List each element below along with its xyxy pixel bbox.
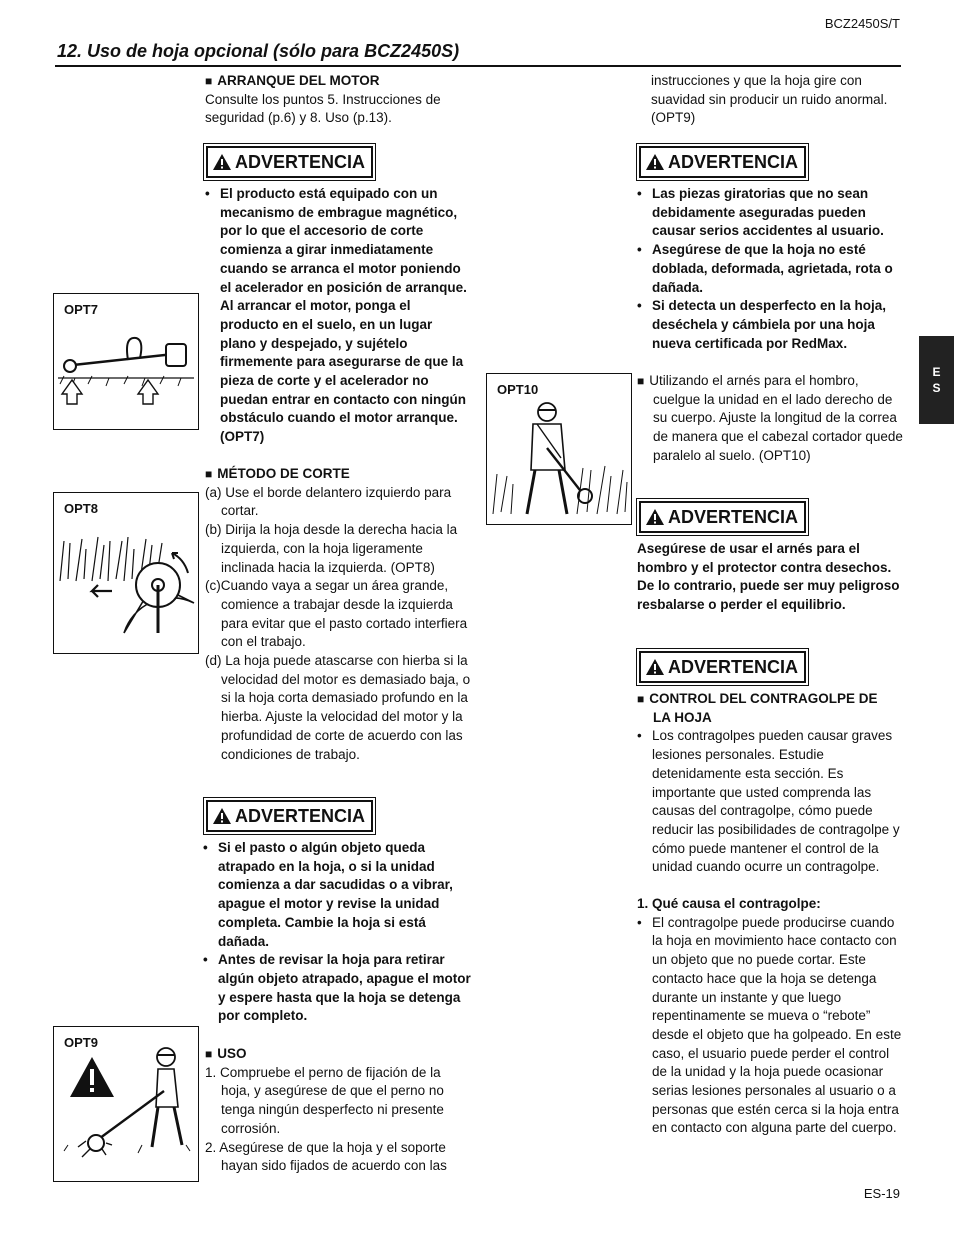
warning-label-2: ADVERTENCIA xyxy=(235,805,366,826)
arranque-heading: ■ ARRANQUE DEL MOTOR xyxy=(205,72,471,91)
uso-item: 2. Asegúrese de que la hoja y el soporte hayan sido fijados de acuerdo con las xyxy=(205,1139,447,1174)
warning-triangle-icon xyxy=(645,153,665,171)
operator-with-harness-illustration xyxy=(487,374,631,524)
arranque-text: Consulte los puntos 5. Instrucciones de seguridad (p.6) y 8. Uso (p.13). xyxy=(205,91,441,126)
trimmer-on-ground-illustration xyxy=(54,294,198,429)
language-tab-letter-1: E xyxy=(932,365,941,379)
warning-3-content xyxy=(637,185,903,353)
warning-box-2 xyxy=(206,800,373,832)
warning-3-item: • Si detecta un desperfecto en la hoja, deséchela y cámbiela por una hoja nueva certificada por RedMax. xyxy=(637,297,903,353)
page-number: ES-19 xyxy=(863,1186,900,1201)
figure-label-opt7: OPT7 xyxy=(64,302,98,317)
warning-label-5: ADVERTENCIA xyxy=(668,656,799,677)
column-1 xyxy=(205,72,471,128)
warning-label-1: ADVERTENCIA xyxy=(235,151,366,172)
control-heading-cont: LA HOJA xyxy=(653,709,712,725)
warning-triangle-icon xyxy=(645,508,665,526)
contragolpe-section xyxy=(637,690,903,1138)
warning-2-item: • Si el pasto o algún objeto queda atrapado en la hoja, o si la unidad comienza a dar sacudidas o a vibrar, apague el motor y revise la unidad completa. Cambie la hoja si está dañada. xyxy=(203,839,471,951)
language-tab-letter-2: S xyxy=(932,381,941,395)
warning-triangle-icon xyxy=(645,658,665,676)
warning-box-1 xyxy=(206,146,373,178)
warning-box-3 xyxy=(639,146,806,178)
uso-continuation-text: instrucciones y que la hoja gire con suavidad sin producir un ruido anormal. (OPT9) xyxy=(651,73,888,126)
warning-triangle-icon xyxy=(212,153,232,171)
uso-continuation xyxy=(651,72,903,128)
uso-section xyxy=(205,1045,471,1176)
arnes-section xyxy=(637,372,903,466)
control-heading: ■ CONTROL DEL CONTRAGOLPE DE xyxy=(637,690,903,709)
uso-heading: ■ USO xyxy=(205,1045,471,1064)
figure-opt10 xyxy=(486,373,632,525)
header-rule xyxy=(55,65,901,67)
section-title: 12. Uso de hoja opcional (sólo para BCZ2450S) xyxy=(57,41,460,61)
figure-opt8 xyxy=(53,492,199,654)
arnes-text: ■ Utilizando el arnés para el hombro, cuelgue la unidad en el lado derecho de su cuerpo. Ajuste la longitud de la correa de manera que el cabezal cortador quede paralelo al suelo. (OPT10) xyxy=(637,372,903,466)
metodo-item: (b) Dirija la hoja desde la derecha hacia la izquierda, con la hoja ligeramente inclinada hacia la izquierda. (OPT8) xyxy=(205,522,458,575)
figure-label-opt8: OPT8 xyxy=(64,501,98,516)
warning-2-item: • Antes de revisar la hoja para retirar algún objeto atrapado, apague el motor y espere hasta que la hoja se detenga por completo. xyxy=(203,951,471,1026)
causa-heading: 1. Qué causa el contragolpe: xyxy=(637,896,821,912)
figure-opt9 xyxy=(53,1026,199,1182)
warning-label-3: ADVERTENCIA xyxy=(668,151,799,172)
figure-label-opt10: OPT10 xyxy=(497,382,539,397)
model-number: BCZ2450S/T xyxy=(824,16,900,31)
metodo-section xyxy=(205,465,471,764)
blade-cutting-direction-illustration xyxy=(54,493,198,653)
warning-triangle-icon xyxy=(212,807,232,825)
warning-2-content xyxy=(203,839,471,1026)
warning-box-5 xyxy=(639,651,806,683)
operator-with-blade-illustration xyxy=(54,1027,198,1181)
warning-4-text: Asegúrese de usar el arnés para el hombro y el protector contra desechos. De lo contrario, puede ser muy peligroso resbalarse o perder el equilibrio. xyxy=(637,541,900,613)
metodo-item: (a) Use el borde delantero izquierdo para cortar. xyxy=(205,484,452,519)
figure-opt7 xyxy=(53,293,199,430)
warning-1-content xyxy=(205,185,471,447)
warning-1-text: • El producto está equipado con un mecanismo de embrague magnético, por lo que el accesorio de corte comienza a girar inmediatamente cuando se arranca el motor poniendo el acelerador en posición de arranque. Al arrancar el motor, ponga el producto en el suelo, en un lugar plano y despejado, y sujételo firmemente para asegurarse de que la pieza de corte y el acelerador no puedan entrar en contacto con ningún obstáculo cuando el motor arranque. (OPT7) xyxy=(205,185,471,447)
metodo-heading: ■ MÉTODO DE CORTE xyxy=(205,465,471,484)
warning-box-4 xyxy=(639,501,806,533)
warning-label-4: ADVERTENCIA xyxy=(668,506,799,527)
warning-3-item: • Asegúrese de que la hoja no esté doblada, deformada, agrietada, rota o dañada. xyxy=(637,241,903,297)
uso-item: 1. Compruebe el perno de fijación de la hoja, y asegúrese de que el perno no tenga ningún desperfecto ni presente corrosión. xyxy=(205,1064,444,1136)
metodo-item: (d) La hoja puede atascarse con hierba si la velocidad del motor es demasiado baja, o si la hoja corta demasiado profundo en la hierba. Ajuste la velocidad del motor y la profundidad de corte de acuerdo con las condiciones de trabajo. xyxy=(205,653,471,762)
warning-4-content xyxy=(637,540,903,615)
metodo-item: (c)Cuando vaya a segar un área grande, comience a trabajar desde la izquierda para evitar que el pasto cortado interfiera con el trabajo. xyxy=(205,578,468,650)
warning-3-item: • Las piezas giratorias que no sean debidamente aseguradas pueden causar serios accidentes al usuario. xyxy=(637,185,903,241)
figure-label-opt9: OPT9 xyxy=(64,1035,98,1050)
language-tab[interactable] xyxy=(919,336,954,424)
control-text: • Los contragolpes pueden causar graves lesiones personales. Estudie detenidamente esta sección. Es importante que usted comprenda las causas del contragolpe, cómo puede reducir las posibilidades de contragolpe y cómo puede mantener el control de la unidad cuando ocurre un contragolpe. xyxy=(637,727,903,877)
causa-text: • El contragolpe puede producirse cuando la hoja en movimiento hace contacto con un objeto que no puede cortar. Este contacto hace que la hoja se detenga durante un instante y que luego repentinamente se mueva o “rebote” desde el objeto que ha golpeado. En este caso, el usuario puede perder el control de la unidad y la hoja puede ocasionar serias lesiones personales al usuario o a personas que estén cerca si la hoja entra en contacto con alguna parte del cuerpo. xyxy=(637,914,903,1138)
